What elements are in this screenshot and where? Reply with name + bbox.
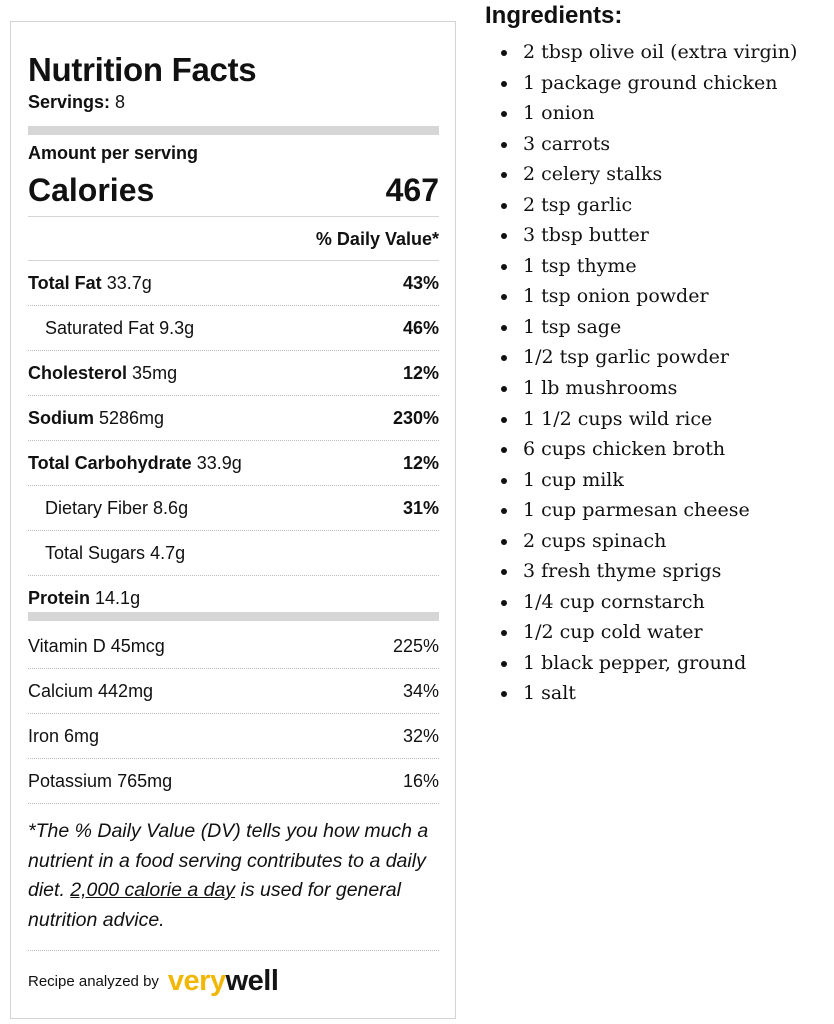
nutrient-name: Total Sugars (45, 542, 146, 563)
servings-value: 8 (115, 92, 126, 112)
calories-row (28, 172, 439, 209)
divider (28, 216, 439, 217)
nutrient-name: Dietary Fiber (45, 497, 149, 518)
ingredient-item: 6 cups chicken broth (485, 434, 830, 465)
ingredient-item: 2 tsp garlic (485, 190, 830, 221)
vitamin-name: Calcium (28, 680, 94, 701)
verywell-logo[interactable] (168, 965, 278, 998)
thick-divider (28, 126, 439, 135)
ingredient-item: 1/4 cup cornstarch (485, 587, 830, 618)
nutrition-title: Nutrition Facts (28, 51, 257, 88)
analyzed-by (28, 965, 439, 998)
ingredient-item: 2 celery stalks (485, 159, 830, 190)
dotted-divider (28, 950, 439, 951)
nutrient-name: Total Fat (28, 272, 102, 293)
nutrient-pct: 31% (402, 497, 439, 518)
footnote-text-end: is used for general nutrition advice. (28, 879, 401, 931)
ingredient-item: 1 salt (485, 678, 830, 709)
vitamin-pct: 32% (402, 725, 439, 746)
vitamin-row-potassium (28, 759, 439, 803)
analyzed-by-label: Recipe analyzed by (28, 973, 159, 990)
vitamin-row-calcium (28, 669, 439, 713)
nutrient-amount: 4.7g (150, 542, 186, 563)
nutrient-pct: 12% (402, 362, 439, 383)
nutrient-row-saturated-fat (28, 306, 439, 350)
nutrient-name: Cholesterol (28, 362, 128, 383)
ingredient-item: 2 tbsp olive oil (extra virgin) (485, 37, 830, 68)
nutrient-row-total-carbohydrate (28, 441, 439, 485)
nutrient-name: Saturated Fat (45, 317, 155, 338)
ingredient-item: 1 cup parmesan cheese (485, 495, 830, 526)
vitamin-amount: 442mg (98, 680, 154, 701)
ingredient-item: 1 tsp onion powder (485, 281, 830, 312)
logo-well: well (225, 965, 279, 997)
servings-label: Servings: (28, 92, 111, 112)
nutrient-pct: 230% (392, 407, 439, 428)
calories-value: 467 (385, 172, 439, 208)
thick-divider (28, 612, 439, 621)
ingredient-item: 1 tsp sage (485, 312, 830, 343)
ingredient-item: 3 tbsp butter (485, 220, 830, 251)
vitamin-pct: 225% (392, 635, 439, 656)
vitamin-name: Potassium (28, 770, 113, 791)
vitamin-pct: 34% (402, 680, 439, 701)
vitamin-row-iron (28, 714, 439, 758)
nutrient-row-sodium (28, 396, 439, 440)
vitamin-pct: 16% (402, 770, 439, 791)
nutrient-amount: 33.7g (106, 272, 152, 293)
vitamin-list (28, 624, 439, 804)
nutrient-row-total-sugars (28, 531, 439, 575)
nutrient-row-dietary-fiber (28, 486, 439, 530)
nutrient-pct: 43% (402, 272, 439, 293)
footnote-text: *The % Daily Value (DV) tells you how much a nutrient in a food serving contributes to a daily diet. (28, 820, 429, 901)
daily-value-footnote (28, 817, 439, 935)
vitamin-row-vitamin-d (28, 624, 439, 668)
nutrient-list (28, 261, 439, 620)
vitamin-amount: 765mg (117, 770, 173, 791)
nutrient-amount: 14.1g (95, 587, 141, 608)
nutrient-row-total-fat (28, 261, 439, 305)
ingredient-item: 1 1/2 cups wild rice (485, 404, 830, 435)
nutrient-name: Protein (28, 587, 91, 608)
logo-very: very (167, 965, 226, 997)
servings (28, 92, 439, 113)
nutrient-name: Total Carbohydrate (28, 452, 192, 473)
daily-value-header: % Daily Value* (315, 229, 439, 249)
ingredient-item: 3 fresh thyme sprigs (485, 556, 830, 587)
calorie-link[interactable]: 2,000 calorie a day (70, 879, 236, 901)
nutrient-amount: 5286mg (99, 407, 165, 428)
vitamin-name: Vitamin D (28, 635, 106, 656)
nutrient-amount: 8.6g (153, 497, 189, 518)
vitamin-amount: 45mcg (110, 635, 165, 656)
ingredients-title: Ingredients: (485, 2, 623, 29)
ingredient-item: 1 lb mushrooms (485, 373, 830, 404)
ingredient-item: 2 cups spinach (485, 526, 830, 557)
ingredient-item: 1/2 cup cold water (485, 617, 830, 648)
ingredients-list (485, 37, 830, 709)
ingredient-item: 1 onion (485, 98, 830, 129)
calories-label: Calories (28, 172, 155, 208)
nutrient-row-cholesterol (28, 351, 439, 395)
nutrient-amount: 9.3g (159, 317, 195, 338)
nutrient-name: Sodium (28, 407, 94, 428)
ingredient-item: 1 package ground chicken (485, 68, 830, 99)
ingredient-item: 3 carrots (485, 129, 830, 160)
ingredient-item: 1 cup milk (485, 465, 830, 496)
nutrient-amount: 33.9g (196, 452, 242, 473)
ingredient-item: 1/2 tsp garlic powder (485, 342, 830, 373)
ingredient-item: 1 black pepper, ground (485, 648, 830, 679)
nutrient-pct: 12% (402, 452, 439, 473)
nutrient-pct: 46% (402, 317, 439, 338)
dotted-divider (28, 803, 439, 804)
ingredient-item: 1 tsp thyme (485, 251, 830, 282)
nutrition-label (10, 21, 456, 1019)
vitamin-amount: 6mg (64, 725, 100, 746)
amount-per-serving: Amount per serving (28, 143, 199, 163)
nutrient-amount: 35mg (132, 362, 178, 383)
vitamin-name: Iron (28, 725, 60, 746)
